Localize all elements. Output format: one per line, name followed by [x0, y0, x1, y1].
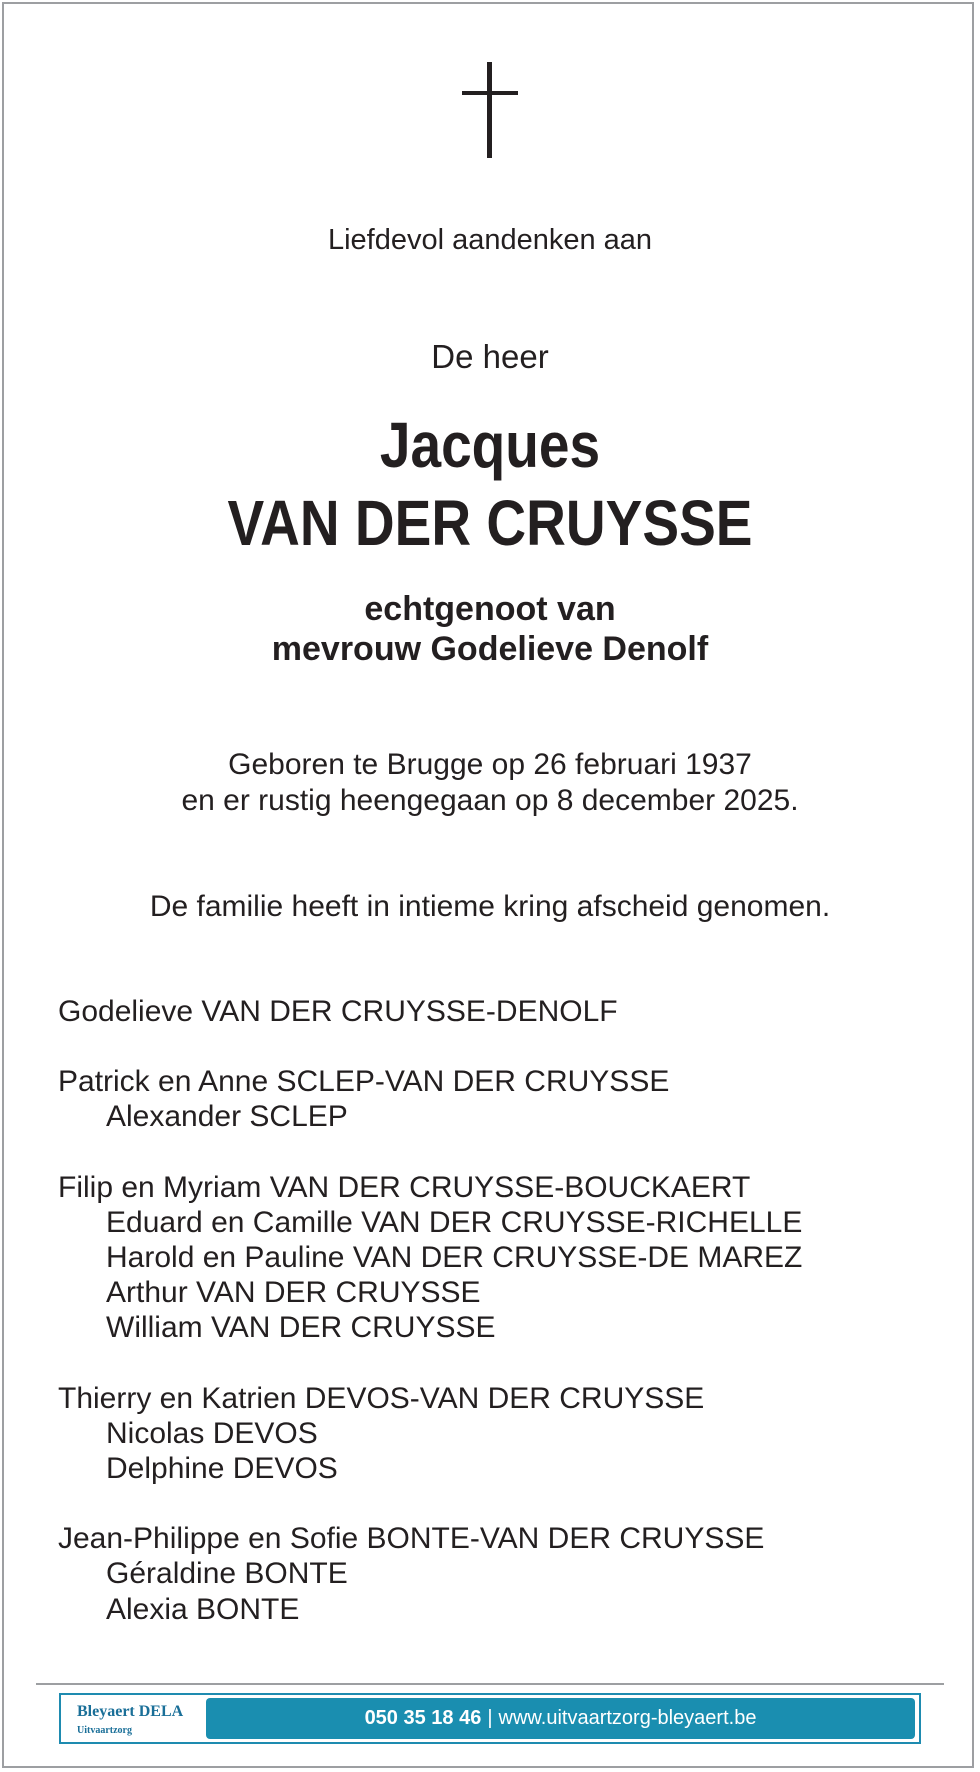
birth-info: Geboren te Brugge op 26 februari 1937 — [228, 748, 752, 781]
funeral-home-footer — [59, 1693, 921, 1744]
website-link[interactable]: www.uitvaartzorg-bleyaert.be — [498, 1707, 757, 1729]
family-group — [58, 1521, 938, 1627]
grandchild: Arthur VAN DER CRUYSSE — [106, 1276, 481, 1310]
contact-separator: | — [487, 1707, 493, 1729]
contact-bar — [206, 1698, 915, 1739]
deceased-last-name: VAN DER CRUYSSE — [227, 487, 753, 559]
family-group — [58, 1170, 938, 1346]
family-member: Godelieve VAN DER CRUYSSE-DENOLF — [58, 995, 618, 1028]
phone-number[interactable]: 050 35 18 46 — [364, 1707, 482, 1729]
honorific-title: De heer — [431, 338, 549, 375]
family-member: Thierry en Katrien DEVOS-VAN DER CRUYSSE — [58, 1381, 705, 1415]
family-member: Filip en Myriam VAN DER CRUYSSE-BOUCKAERT — [58, 1170, 751, 1204]
family-member: Jean-Philippe en Sofie BONTE-VAN DER CRUYSSE — [58, 1522, 765, 1556]
deceased-first-name: Jacques — [379, 409, 601, 481]
grandchild: Eduard en Camille VAN DER CRUYSSE-RICHELLE — [106, 1205, 803, 1239]
family-list — [58, 994, 938, 1662]
death-info: en er rustig heengegaan op 8 december 2025. — [181, 784, 799, 817]
grandchild: Géraldine BONTE — [106, 1557, 348, 1591]
logo-brand: Bleyaert DELA — [77, 1703, 184, 1720]
family-member: Patrick en Anne SCLEP-VAN DER CRUYSSE — [58, 1065, 670, 1099]
family-group — [58, 994, 938, 1029]
grandchild: Alexia BONTE — [106, 1592, 300, 1626]
logo-subtitle: Uitvaartzorg — [77, 1725, 132, 1736]
grandchild: Harold en Pauline VAN DER CRUYSSE-DE MAREZ — [106, 1241, 803, 1275]
grandchild: Alexander SCLEP — [106, 1100, 348, 1134]
cross-icon — [460, 62, 520, 158]
family-group — [58, 1064, 938, 1134]
intro-text: Liefdevol aandenken aan — [327, 224, 653, 256]
farewell-text: De familie heeft in intieme kring afscheid genomen. — [149, 890, 831, 923]
grandchild: Nicolas DEVOS — [106, 1416, 318, 1450]
footer-divider — [36, 1683, 944, 1685]
grandchild: Delphine DEVOS — [106, 1452, 338, 1486]
spouse-name: mevrouw Godelieve Denolf — [271, 630, 709, 668]
grandchild: William VAN DER CRUYSSE — [106, 1311, 496, 1345]
family-group — [58, 1381, 938, 1487]
spouse-relation: echtgenoot van — [364, 590, 616, 628]
